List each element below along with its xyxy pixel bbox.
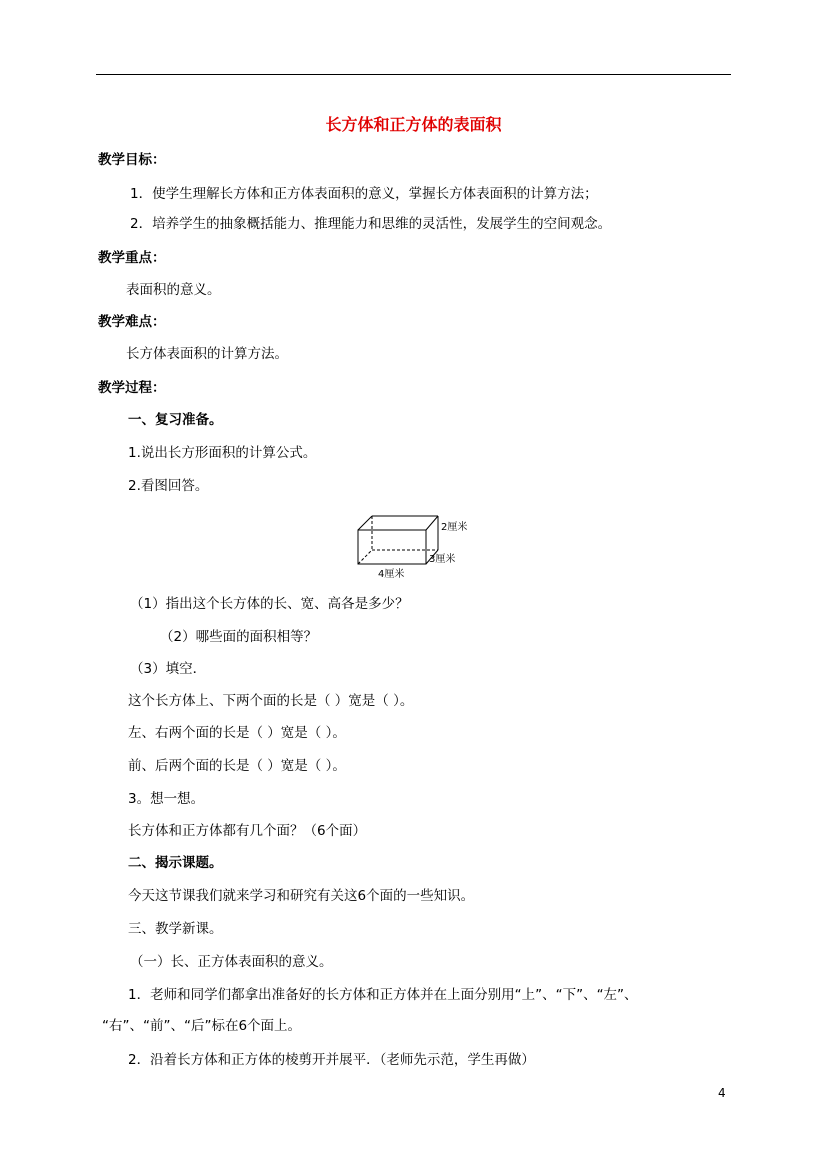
cuboid-figure [352, 508, 478, 582]
document-title: 长方体和正方体的表面积 [325, 115, 502, 134]
subsection-heading: 二、揭示课题。 [128, 855, 223, 871]
paragraph: 1.说出长方形面积的计算公式。 [128, 445, 317, 461]
fill-blank-line: 左、右两个面的长是（ ）宽是（ ）。 [128, 725, 346, 741]
objective-item: 2．培养学生的抽象概括能力、推理能力和思维的灵活性，发展学生的空间观念。 [130, 216, 612, 232]
fill-blank-line: 前、后两个面的长是（ ）宽是（ ）。 [128, 758, 346, 774]
cuboid-hidden-edge [358, 550, 372, 564]
question-item: （1）指出这个长方体的长、宽、高各是多少？ [130, 596, 409, 612]
page-number: 4 [718, 1086, 726, 1100]
cuboid-edge [426, 516, 438, 530]
height-label: 2厘米 [441, 522, 468, 533]
paragraph: 1．老师和同学们都拿出准备好的长方体和正方体并在上面分别用“上”、“下”、“左”、 [128, 987, 638, 1003]
subsection-heading: 三、教学新课。 [128, 921, 223, 937]
fill-blank-line: 这个长方体上、下两个面的长是（ ）宽是（ ）。 [128, 693, 414, 709]
paragraph: 表面积的意义。 [126, 282, 221, 298]
section-heading-key-points: 教学重点： [98, 250, 166, 266]
paragraph: 长方体和正方体都有几个面？（6个面） [128, 823, 367, 839]
paragraph: 2.看图回答。 [128, 478, 209, 494]
subsection-heading: （一）长、正方体表面积的意义。 [130, 954, 333, 970]
length-label: 4厘米 [378, 569, 405, 580]
cuboid-front-face [358, 530, 426, 564]
subsection-heading: 一、复习准备。 [128, 412, 223, 428]
header-rule [96, 74, 731, 75]
paragraph: 今天这节课我们就来学习和研究有关这6个面的一些知识。 [128, 888, 475, 904]
question-item: （3）填空． [130, 661, 207, 677]
width-label: 3厘米 [429, 554, 456, 565]
cuboid-edge [358, 516, 372, 530]
objective-item: 1．使学生理解长方体和正方体表面积的意义，掌握长方体表面积的计算方法； [130, 186, 598, 202]
question-item: （2）哪些面的面积相等？ [160, 629, 318, 645]
paragraph: 长方体表面积的计算方法。 [126, 346, 288, 362]
paragraph: “右”、“前”、“后”标在6个面上。 [102, 1018, 302, 1034]
section-heading-difficulties: 教学难点： [98, 314, 166, 330]
cuboid-diagram [352, 508, 478, 582]
paragraph: 2．沿着长方体和正方体的棱剪开并展平．（老师先示范，学生再做） [128, 1052, 535, 1068]
section-heading-process: 教学过程： [98, 380, 166, 396]
section-heading-objectives: 教学目标： [98, 152, 166, 168]
paragraph: 3。想一想。 [128, 791, 205, 807]
